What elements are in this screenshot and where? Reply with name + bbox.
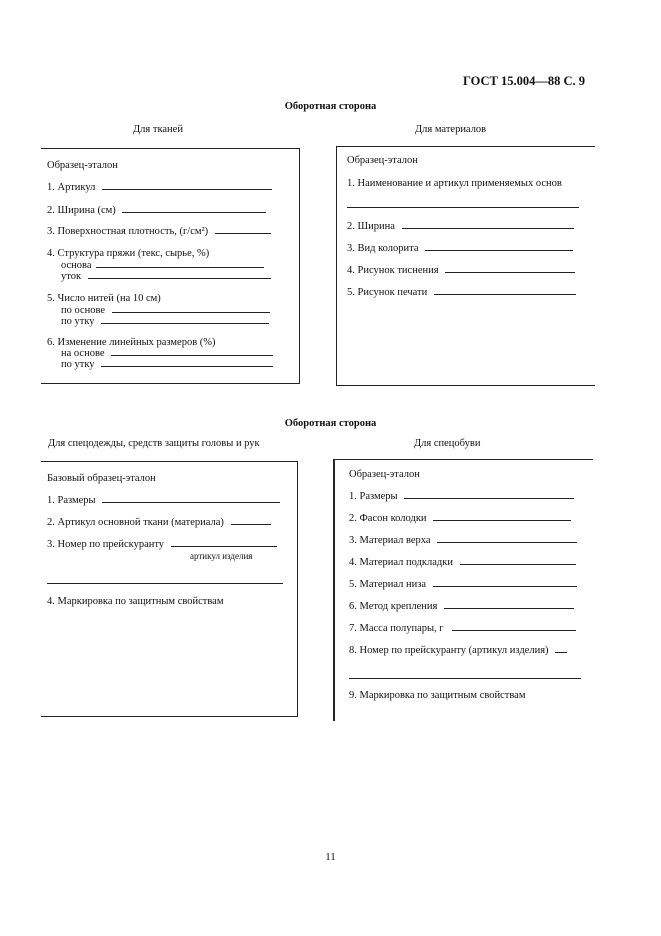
fabrics-field-threads-weft bbox=[61, 316, 269, 327]
fabrics-field-yarn-weft bbox=[61, 271, 271, 282]
materials-field-color bbox=[347, 243, 573, 254]
materials-field-emboss-label: 4. Рисунок тиснения bbox=[347, 265, 439, 276]
materials-field-width-label: 2. Ширина bbox=[347, 221, 395, 232]
footwear-field-sizes bbox=[349, 491, 574, 502]
footwear-field-fastening-line bbox=[444, 607, 574, 609]
fabrics-field-shrinkage-weft-label: по утку bbox=[61, 359, 95, 370]
fabrics-form bbox=[41, 148, 300, 384]
footwear-field-upper bbox=[349, 535, 577, 546]
fabrics-field-density-line bbox=[215, 232, 271, 234]
fabrics-field-threads-warp-line bbox=[112, 311, 270, 313]
section1-title: Оборотная сторона bbox=[284, 101, 377, 112]
fabrics-field-yarn-weft-line bbox=[88, 277, 271, 279]
materials-field-print-line bbox=[434, 293, 576, 295]
fabrics-field-shrinkage-warp bbox=[61, 348, 273, 359]
clothing-field-fabric bbox=[47, 517, 271, 528]
footwear-field-fastening-label: 6. Метод крепления bbox=[349, 601, 438, 612]
fabrics-field-article-label: 1. Артикул bbox=[47, 182, 96, 193]
materials-field-name: 1. Наименование и артикул применяемых основ bbox=[347, 178, 562, 189]
footwear-field-sizes-label: 1. Размеры bbox=[349, 491, 398, 502]
materials-field-width bbox=[347, 221, 574, 232]
clothing-field-price-note: артикул изделия bbox=[190, 551, 253, 561]
fabrics-field-density bbox=[47, 226, 271, 237]
clothing-heading: Базовый образец-эталон bbox=[47, 473, 156, 484]
clothing-field-sizes bbox=[47, 495, 280, 506]
materials-field-print-label: 5. Рисунок печати bbox=[347, 287, 428, 298]
footwear-field-upper-label: 3. Материал верха bbox=[349, 535, 431, 546]
footwear-field-sole-line bbox=[433, 585, 577, 587]
footwear-field-price bbox=[349, 645, 567, 656]
fabrics-field-yarn-warp-label: основа bbox=[61, 260, 92, 271]
fabrics-field-yarn: 4. Структура пряжи (текс, сырье, %) bbox=[47, 248, 210, 259]
fabrics-field-threads-weft-line bbox=[101, 322, 269, 324]
clothing-field-price-extra-line bbox=[47, 583, 283, 584]
fabrics-field-yarn-warp bbox=[61, 260, 264, 271]
footwear-field-marking: 9. Маркировка по защитным свойствам bbox=[349, 690, 526, 701]
clothing-field-sizes-line bbox=[102, 501, 280, 503]
fabrics-field-article-line bbox=[102, 188, 272, 190]
materials-label: Для материалов bbox=[415, 124, 487, 135]
footwear-field-mass bbox=[349, 623, 576, 634]
footwear-field-fastening bbox=[349, 601, 574, 612]
clothing-field-price-line bbox=[171, 545, 277, 547]
footwear-field-lining-label: 4. Материал подкладки bbox=[349, 557, 453, 568]
footwear-field-mass-label: 7. Масса полупары, г bbox=[349, 623, 444, 634]
fabrics-field-width bbox=[47, 205, 266, 216]
footwear-field-last-line bbox=[433, 519, 571, 521]
fabrics-field-article bbox=[47, 182, 272, 193]
footwear-label: Для спецобуви bbox=[414, 438, 481, 449]
fabrics-field-shrinkage-warp-line bbox=[111, 354, 273, 356]
footwear-field-mass-line bbox=[452, 629, 576, 631]
fabrics-field-threads: 5. Число нитей (на 10 см) bbox=[47, 293, 161, 304]
section2-title: Оборотная сторона bbox=[284, 418, 377, 429]
materials-field-name-line bbox=[347, 207, 579, 208]
materials-field-emboss-line bbox=[445, 271, 575, 273]
document-header: ГОСТ 15.004—88 С. 9 bbox=[462, 74, 585, 88]
fabrics-field-shrinkage: 6. Изменение линейных размеров (%) bbox=[47, 337, 216, 348]
footwear-field-price-line bbox=[555, 651, 567, 653]
clothing-field-price-label: 3. Номер по прейскуранту bbox=[47, 539, 165, 550]
materials-field-emboss bbox=[347, 265, 575, 276]
fabrics-field-yarn-weft-label: уток bbox=[61, 271, 82, 282]
fabrics-field-threads-warp-label: по основе bbox=[61, 305, 106, 316]
footwear-field-price-extra-line bbox=[349, 678, 581, 679]
page-number: 11 bbox=[325, 851, 336, 863]
fabrics-field-shrinkage-weft bbox=[61, 359, 273, 370]
fabrics-field-width-line bbox=[122, 211, 266, 213]
fabrics-field-threads-weft-label: по утку bbox=[61, 316, 95, 327]
clothing-field-marking: 4. Маркировка по защитным свойствам bbox=[47, 596, 224, 607]
materials-field-width-line bbox=[402, 227, 574, 229]
footwear-field-price-label: 8. Номер по прейскуранту (артикул изделия) bbox=[349, 645, 549, 656]
clothing-field-sizes-label: 1. Размеры bbox=[47, 495, 96, 506]
footwear-field-sizes-line bbox=[404, 497, 574, 499]
footwear-heading: Образец-эталон bbox=[349, 469, 420, 480]
footwear-field-lining-line bbox=[460, 563, 576, 565]
footwear-field-last-label: 2. Фасон колодки bbox=[349, 513, 427, 524]
materials-form bbox=[336, 146, 595, 386]
fabrics-field-density-label: 3. Поверхностная плотность, (г/см²) bbox=[47, 226, 209, 237]
footwear-field-sole-label: 5. Материал низа bbox=[349, 579, 427, 590]
footwear-form bbox=[333, 459, 593, 721]
fabrics-field-threads-warp bbox=[61, 305, 270, 316]
clothing-field-fabric-line bbox=[231, 523, 271, 525]
fabrics-heading: Образец-эталон bbox=[47, 160, 118, 171]
clothing-field-fabric-label: 2. Артикул основной ткани (материала) bbox=[47, 517, 224, 528]
footwear-field-last bbox=[349, 513, 571, 524]
materials-field-color-label: 3. Вид колорита bbox=[347, 243, 419, 254]
materials-field-color-line bbox=[425, 249, 573, 251]
footwear-field-sole bbox=[349, 579, 577, 590]
materials-heading: Образец-эталон bbox=[347, 155, 418, 166]
fabrics-field-yarn-warp-line bbox=[96, 266, 264, 268]
fabrics-label: Для тканей bbox=[133, 124, 183, 135]
clothing-form bbox=[41, 461, 298, 717]
clothing-label: Для спецодежды, средств защиты головы и рук bbox=[48, 438, 260, 449]
footwear-field-lining bbox=[349, 557, 576, 568]
fabrics-field-width-label: 2. Ширина (см) bbox=[47, 205, 116, 216]
clothing-field-price bbox=[47, 539, 277, 550]
materials-field-print bbox=[347, 287, 576, 298]
footwear-field-upper-line bbox=[437, 541, 577, 543]
fabrics-field-shrinkage-weft-line bbox=[101, 365, 273, 367]
fabrics-field-shrinkage-warp-label: на основе bbox=[61, 348, 105, 359]
